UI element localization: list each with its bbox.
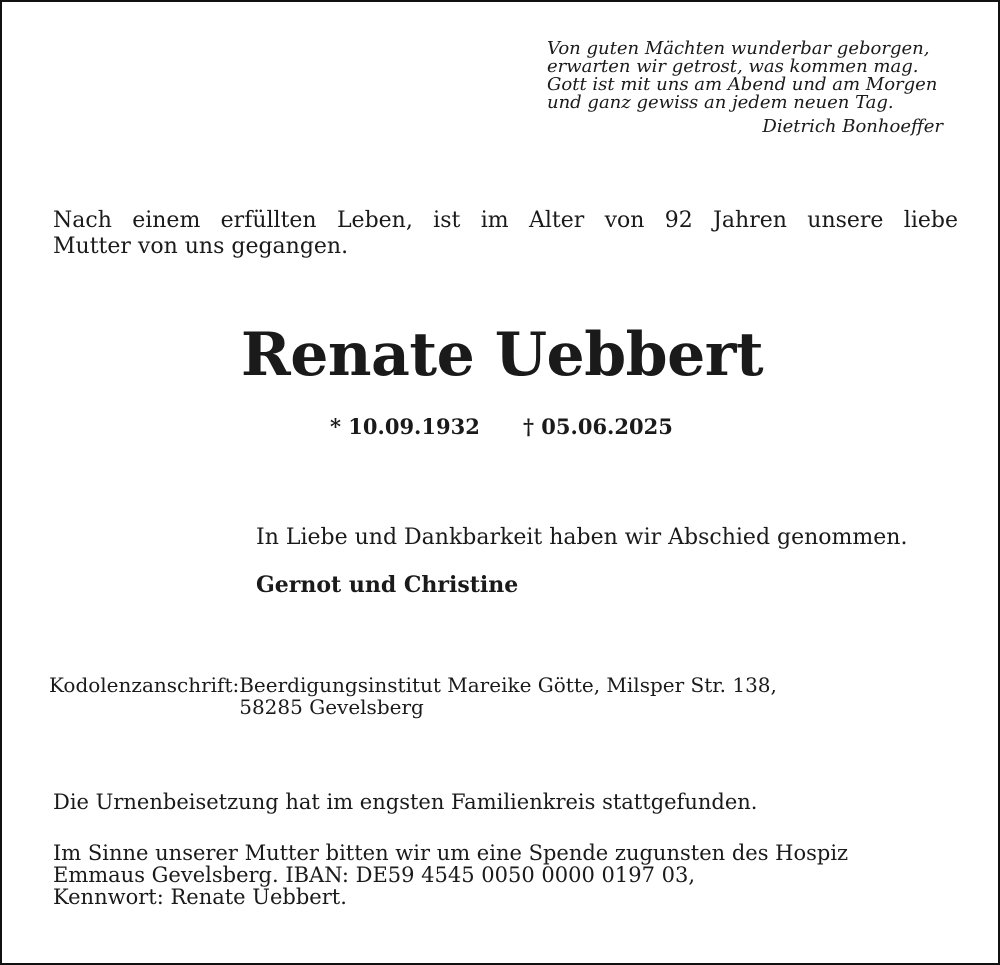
intro-line-1: Nach einem erfüllten Leben, ist im Alter von 92 Jahren unsere liebe [53,208,958,233]
poem-author: Dietrich Bonhoeffer [762,116,943,137]
donation-text [53,842,848,908]
donation-line-3: Kennwort: Renate Uebbert. [53,885,347,909]
donation-line-1: Im Sinne unserer Mutter bitten wir um eine Spende zugunsten des Hospiz [53,841,849,865]
address-line-2: 58285 Gevelsberg [239,695,424,719]
urn-notice: Die Urnenbeisetzung hat im engsten Familienkreis stattgefunden. [53,790,758,814]
address-line-1: Beerdigungsinstitut Mareike Götte, Milsper Str. 138, [239,673,777,697]
family-names: Gernot und Christine [256,572,519,598]
condolence-address [49,674,777,718]
poem-line: Von guten Mächten wunderbar geborgen, [547,38,930,59]
poem-quote [547,40,967,136]
farewell-text: In Liebe und Dankbarkeit haben wir Abschied genommen. [256,525,908,550]
intro-line-2: Mutter von uns gegangen. [53,234,349,259]
address-value [239,674,777,718]
death-date: † 05.06.2025 [523,414,673,439]
poem-line: und ganz gewiss an jedem neuen Tag. [547,92,894,113]
intro-text [53,208,958,260]
address-label: Kodolenzanschrift: [49,673,240,697]
poem-line: erwarten wir getrost, was kommen mag. [547,56,919,77]
donation-line-2: Emmaus Gevelsberg. IBAN: DE59 4545 0050 0000 0197 03, [53,863,696,887]
birth-date: * 10.09.1932 [330,414,480,439]
poem-line: Gott ist mit uns am Abend und am Morgen [547,74,938,95]
deceased-name: Renate Uebbert [240,320,764,390]
